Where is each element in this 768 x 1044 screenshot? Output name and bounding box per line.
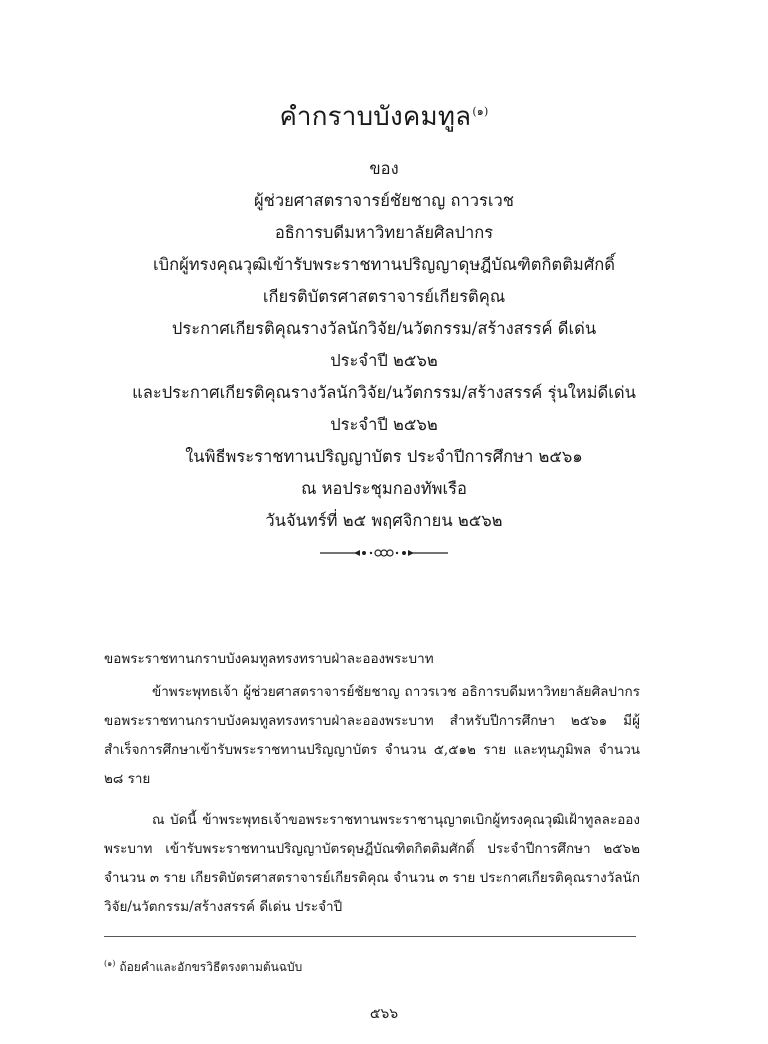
footnote-divider (104, 936, 636, 937)
body-text (104, 645, 640, 922)
heading-line: และประกาศเกียรติคุณรางวัลนักวิจัย/นวัตกรรม/สร้างสรรค์ รุ่นใหม่ดีเด่น (132, 383, 636, 402)
heading-line: อธิการบดีมหาวิทยาลัยศิลปากร (274, 223, 494, 242)
footnote (104, 957, 640, 977)
page-title (0, 96, 768, 137)
paragraph: ข้าพระพุทธเจ้า ผู้ช่วยศาสตราจารย์ชัยชาญ ถาวรเวช อธิการบดีมหาวิทยาลัยศิลปากร ขอพระราชทานกราบบังคมทูลทรงทราบฝ่าละอองพระบาท สำหรับปีการศึกษา ๒๕๖๑ มีผู้สำเร็จการศึกษาเข้ารับพระราชทานปริญญาบัตร จำนวน ๕,๕๑๒ ราย และทุนภูมิพล จำนวน ๒๘ ราย (104, 684, 640, 787)
page-title-text: คำกราบบังคมทูล (279, 102, 472, 132)
heading-line: ในพิธีพระราชทานปริญญาบัตร ประจำปีการศึกษา ๒๕๖๑ (185, 447, 583, 466)
heading-line: ประกาศเกียรติคุณรางวัลนักวิจัย/นวัตกรรม/สร้างสรรค์ ดีเด่น (171, 319, 597, 338)
heading-line: ณ หอประชุมกองทัพเรือ (301, 479, 467, 498)
heading-line: ประจำปี ๒๕๖๒ (330, 351, 438, 370)
paragraph: ณ บัดนี้ ข้าพระพุทธเจ้าขอพระราชทานพระราชานุญาตเบิกผู้ทรงคุณวุฒิเฝ้าทูลละอองพระบาท เข้ารับพระราชทานปริญญาบัตรดุษฎีบัณฑิตกิตติมศักดิ์ ประจำปีการศึกษา ๒๕๖๒ จำนวน ๓ ราย เกียรติบัตรศาสตราจารย์เกียรติคุณ จำนวน ๓ ราย ประกาศเกียรติคุณรางวัลนักวิจัย/นวัตกรรม/สร้างสรรค์ ดีเด่น ประจำปี (104, 812, 640, 915)
heading-line: ผู้ช่วยศาสตราจารย์ชัยชาญ ถาวรเวช (253, 191, 515, 210)
footnote-marker: (๑) (104, 959, 116, 968)
page-number: ๕๖๖ (369, 1006, 399, 1022)
heading-line: วันจันทร์ที่ ๒๕ พฤศจิกายน ๒๕๖๒ (265, 511, 503, 530)
heading-line: เกียรติบัตรศาสตราจารย์เกียรติคุณ (262, 287, 506, 306)
heading-block (60, 153, 708, 537)
lead-line: ขอพระราชทานกราบบังคมทูลทรงทราบฝ่าละอองพระบาท (104, 651, 434, 667)
heading-line: ของ (369, 159, 399, 178)
footnote-text: ถ้อยคำและอักขรวิธีตรงตามต้นฉบับ (119, 960, 303, 974)
heading-line: เบิกผู้ทรงคุณวุฒิเข้ารับพระราชทานปริญญาดุษฎีบัณฑิตกิตติมศักดิ์ (152, 255, 615, 274)
heading-line: ประจำปี ๒๕๖๒ (330, 415, 438, 434)
title-footnote-marker: (๑) (472, 105, 489, 119)
ornament-divider-icon (320, 546, 448, 560)
